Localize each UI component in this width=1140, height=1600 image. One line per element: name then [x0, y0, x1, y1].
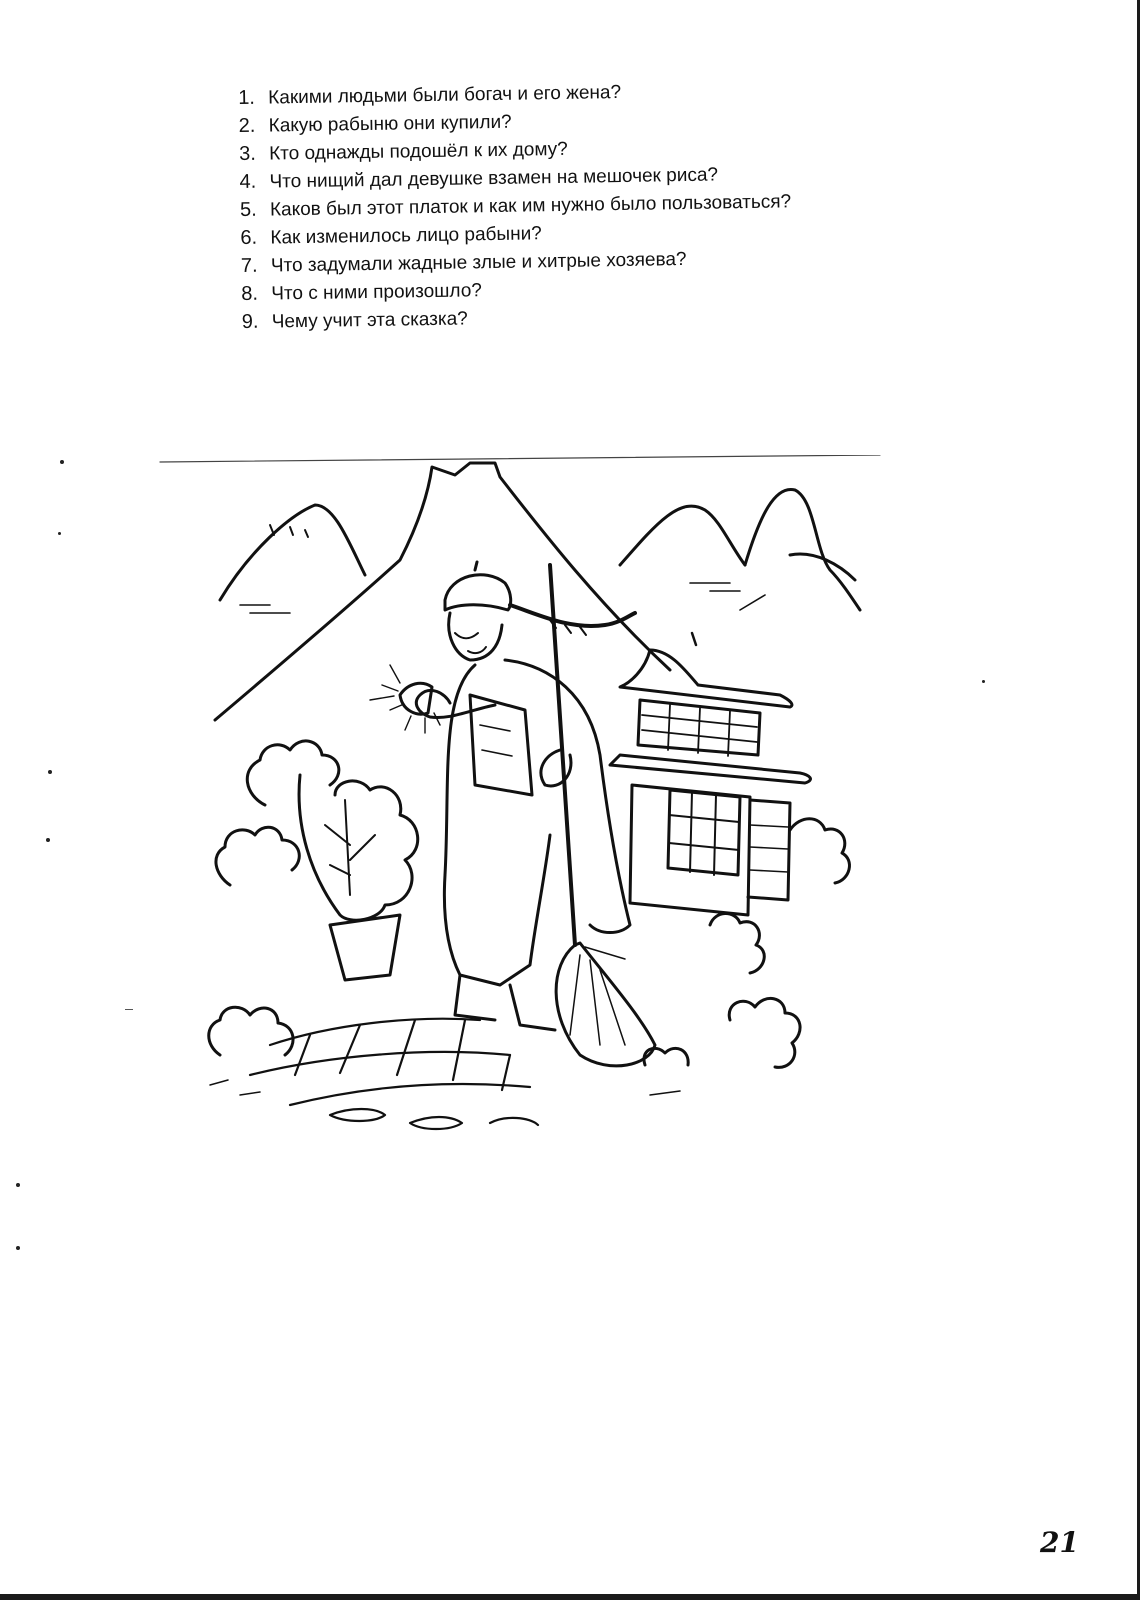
question-text: Что задумали жадные злые и хитрые хозяева?	[270, 248, 687, 277]
cobblestone-path	[210, 1019, 680, 1129]
scan-speck	[982, 680, 985, 683]
shrubs	[209, 741, 850, 1067]
question-number: 4.	[239, 170, 257, 193]
question-number: 8.	[241, 282, 259, 305]
question-text: Что нищий дал девушке взамен на мешочек риса?	[269, 164, 719, 193]
scan-speck	[58, 532, 61, 535]
question-number: 3.	[238, 142, 256, 165]
question-number: 5.	[239, 198, 257, 221]
question-text: Что с ними произошло?	[271, 280, 483, 305]
scan-edge-bottom	[0, 1594, 1140, 1600]
question-text: Кто однажды подошёл к их дому?	[268, 138, 568, 165]
sweeping-figure	[370, 562, 655, 1066]
question-text: Какими людьми были богач и его жена?	[268, 81, 622, 109]
question-number: 2.	[238, 114, 256, 137]
mountains	[215, 463, 860, 720]
page-number: 21	[1040, 1526, 1079, 1559]
question-text: Какую рабыню они купили?	[268, 111, 512, 137]
question-list	[238, 73, 942, 336]
question-text: Каков был этот платок и как им нужно было пользоваться?	[269, 191, 792, 221]
scan-speck	[16, 1183, 20, 1187]
scan-dash	[125, 1009, 133, 1010]
question-number: 6.	[240, 226, 258, 249]
story-illustration	[150, 455, 890, 1155]
question-number: 1.	[238, 86, 256, 109]
scan-speck	[60, 460, 64, 464]
question-number: 9.	[241, 310, 259, 333]
question-text: Как изменилось лицо рабыни?	[270, 223, 542, 249]
pagoda-house	[610, 633, 810, 915]
scan-speck	[46, 838, 50, 842]
scan-speck	[48, 770, 52, 774]
question-text: Чему учит эта сказка?	[271, 308, 468, 333]
illustration-top-rule	[160, 455, 880, 462]
question-number: 7.	[240, 254, 258, 277]
flower-pot	[330, 915, 400, 980]
scan-speck	[16, 1246, 20, 1250]
